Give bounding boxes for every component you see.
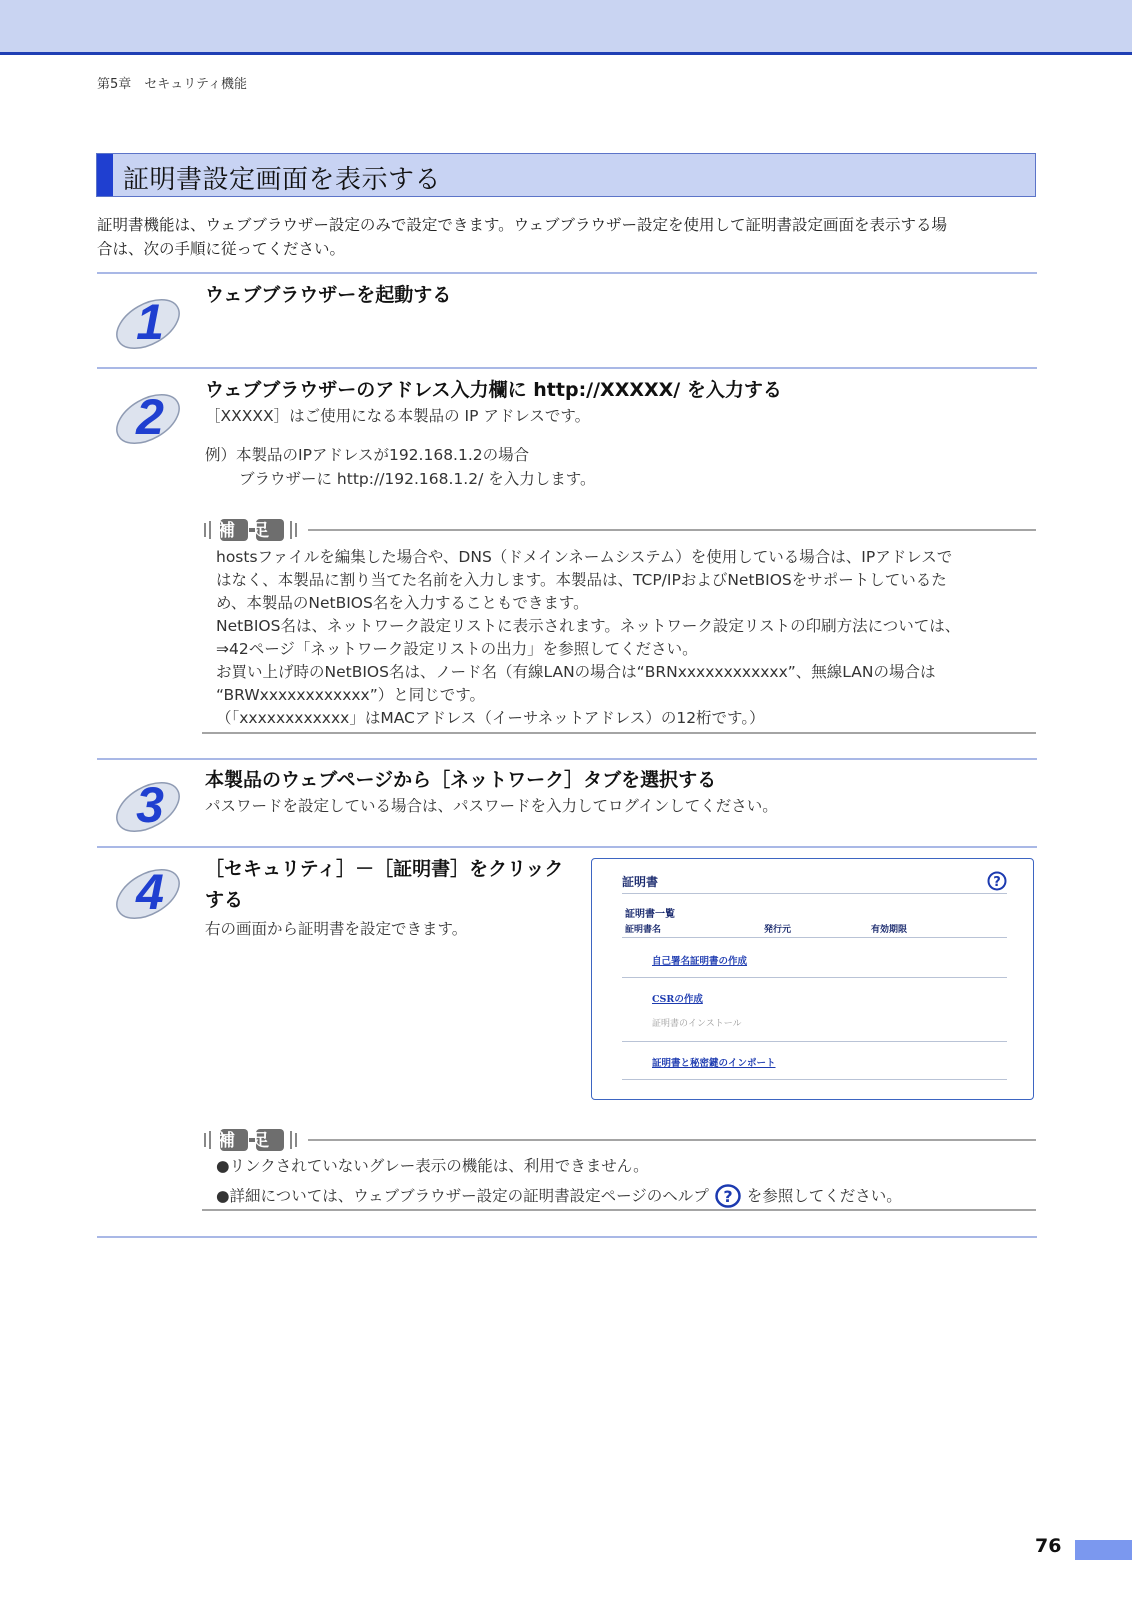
chapter-label: 第5章 セキュリティ機能: [97, 77, 247, 92]
note-1-line-1: hostsファイルを編集した場合や、DNS（ドメインネームシステム）を使用している場合は、IPアドレスで: [216, 548, 953, 566]
note-label: 補足: [218, 521, 286, 541]
step-2-example-1: 例）本製品のIPアドレスが192.168.1.2の場合: [205, 446, 530, 464]
panel-title: 証明書: [622, 875, 659, 889]
panel-rule: [622, 1041, 1007, 1042]
page-title: 証明書設定画面を表示する: [123, 165, 442, 195]
step-2-desc: ［XXXXX］はご使用になる本製品の IP アドレスです。: [205, 407, 591, 425]
svg-text:?: ?: [993, 875, 1001, 890]
note-rule: [308, 1139, 1036, 1141]
help-icon[interactable]: [987, 871, 1007, 891]
divider: [97, 846, 1037, 848]
step-number-4: 4: [136, 864, 164, 921]
col-issuer: 発行元: [764, 925, 792, 935]
step-number-4-icon: [110, 850, 190, 926]
note-1-line-3: め、本製品のNetBIOS名を入力することもできます。: [216, 594, 589, 612]
svg-text:?: ?: [723, 1187, 733, 1206]
step-2-heading: ウェブブラウザーのアドレス入力欄に http://XXXXX/ を入力する: [205, 379, 782, 401]
note-1-line-4: NetBIOS名は、ネットワーク設定リストに表示されます。ネットワーク設定リストの印刷方法については、: [216, 617, 961, 635]
panel-rule: [622, 893, 1007, 894]
cert-key-import-link[interactable]: 証明書と秘密鍵のインポート: [652, 1058, 776, 1069]
step-number-1: 1: [136, 294, 164, 351]
certificate-screen-panel: [591, 858, 1034, 1100]
note-header: [202, 1127, 1036, 1153]
col-cert-name: 証明書名: [625, 925, 662, 935]
note-header: [202, 517, 1036, 543]
page-tab-marker: [1075, 1540, 1132, 1560]
page-number: 76: [1035, 1535, 1062, 1557]
panel-rule: [622, 1079, 1007, 1080]
note-1-line-6: お買い上げ時のNetBIOS名は、ノード名（有線LANの場合は“BRNxxxxxxxxxxxx”、無線LANの場合は: [216, 663, 936, 681]
note-2-item-2: [216, 1184, 1036, 1208]
divider: [97, 1236, 1037, 1238]
note-end-rule: [202, 732, 1036, 734]
note-2-item-2-after: を参照してください。: [746, 1186, 902, 1205]
note-1-line-8: （「xxxxxxxxxxxx」はMACアドレス（イーサネットアドレス）の12桁です。）: [216, 709, 765, 727]
note-label-icon: [202, 1127, 302, 1153]
section-title-bar: [96, 153, 1036, 197]
panel-subtitle: 証明書一覧: [625, 909, 675, 920]
divider: [97, 758, 1037, 760]
step-4-desc: 右の画面から証明書を設定できます。: [205, 920, 468, 938]
intro-line-1: 証明書機能は、ウェブブラウザー設定のみで設定できます。ウェブブラウザー設定を使用して証明書設定画面を表示する場: [97, 216, 948, 234]
title-accent: [97, 154, 113, 196]
note-label-icon: [202, 517, 302, 543]
step-number-3: 3: [136, 777, 164, 834]
step-number-2: 2: [136, 389, 164, 446]
note-end-rule: [202, 1209, 1036, 1211]
divider: [97, 367, 1037, 369]
note-label-2: 補足: [218, 1131, 286, 1151]
cert-install-disabled: 証明書のインストール: [652, 1019, 742, 1029]
step-3-heading: 本製品のウェブページから［ネットワーク］タブを選択する: [205, 769, 717, 791]
csr-create-link[interactable]: CSRの作成: [652, 994, 703, 1005]
self-signed-cert-link[interactable]: 自己署名証明書の作成: [652, 956, 748, 967]
step-3-desc: パスワードを設定している場合は、パスワードを入力してログインしてください。: [205, 797, 778, 815]
step-number-3-icon: [110, 763, 190, 839]
step-4-heading-line-1: ［セキュリティ］－［証明書］をクリック: [205, 858, 564, 880]
intro-text: [97, 213, 1042, 261]
step-4-heading-line-2: する: [205, 889, 244, 911]
step-1-heading: ウェブブラウザーを起動する: [205, 284, 452, 306]
note-rule: [308, 529, 1036, 531]
intro-line-2: 合は、次の手順に従ってください。: [97, 240, 346, 258]
top-band: [0, 0, 1132, 55]
step-number-1-icon: [110, 280, 190, 356]
note-2-item-2-before: ●詳細については、ウェブブラウザー設定の証明書設定ページのヘルプ: [216, 1186, 709, 1205]
panel-rule: [622, 937, 1007, 938]
note-1-line-7: “BRWxxxxxxxxxxxx”）と同じです。: [216, 686, 486, 704]
col-expiry: 有効期限: [871, 925, 908, 935]
note-1-body: [216, 546, 1036, 730]
note-2-item-1: ●リンクされていないグレー表示の機能は、利用できません。: [216, 1157, 649, 1175]
note-1-line-2: はなく、本製品に割り当てた名前を入力します。本製品は、TCP/IPおよびNetBIOSをサポートしているた: [216, 571, 947, 589]
note-1-line-5: ⇒42ページ「ネットワーク設定リストの出力」を参照してください。: [216, 640, 698, 658]
panel-rule: [622, 977, 1007, 978]
help-icon: [715, 1184, 741, 1208]
step-2-example-2: ブラウザーに http://192.168.1.2/ を入力します。: [239, 470, 596, 488]
divider: [97, 272, 1037, 274]
step-number-2-icon: [110, 375, 190, 451]
